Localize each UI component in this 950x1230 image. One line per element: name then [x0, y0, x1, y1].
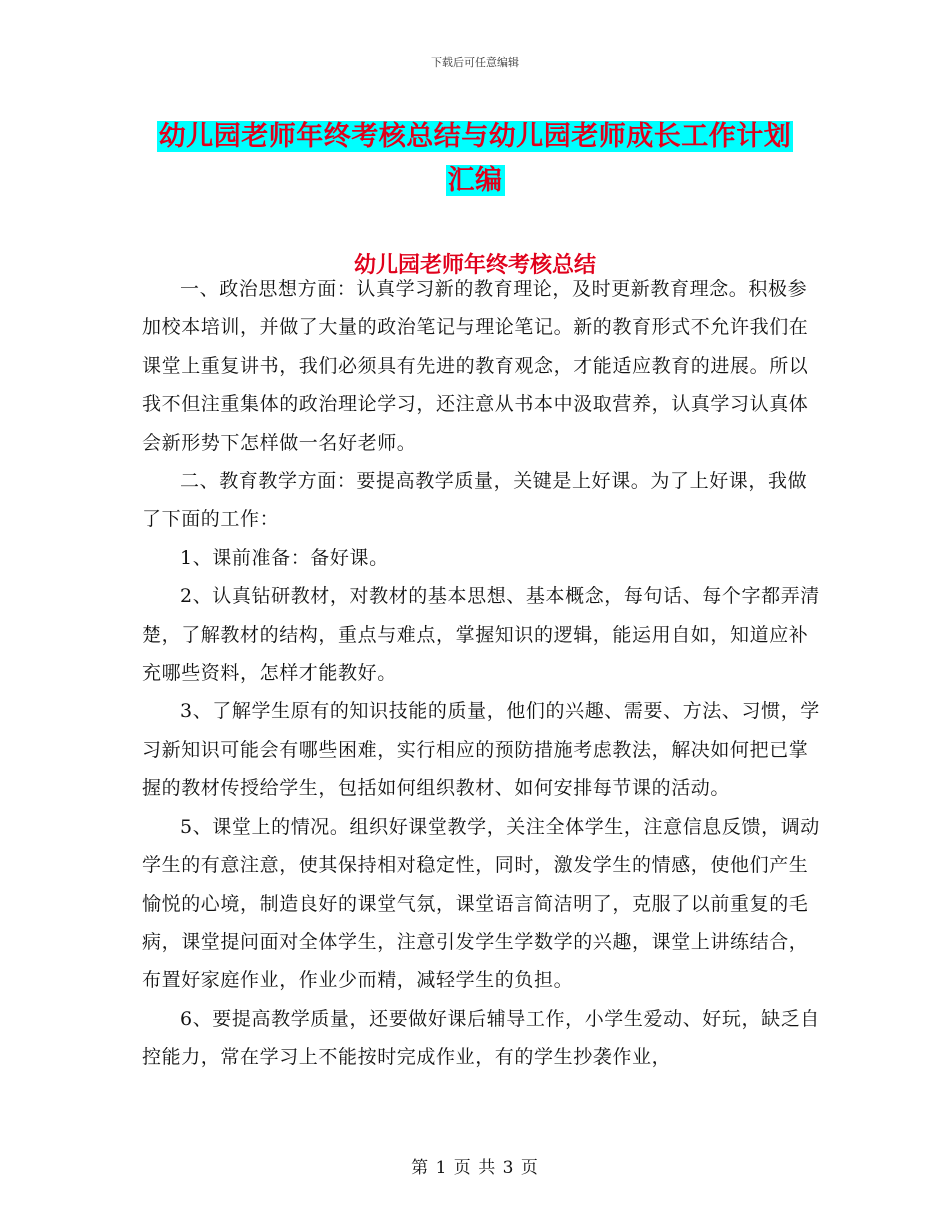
paragraph: 5、课堂上的情况。组织好课堂教学，关注全体学生，注意信息反馈，调动学生的有意注意，使其保持相对稳定性，同时，激发学生的情感，使他们产生愉悦的心境，制造良好的课堂气氛，课堂语言简洁明了，克服了以前重复的毛病，课堂提问面对全体学生，注意引发学生学数学的兴趣，课堂上讲练结合，布置好家庭作业，作业少而精，减轻学生的负担。	[142, 815, 820, 992]
paragraph: 6、要提高教学质量，还要做好课后辅导工作，小学生爱动、好玩，缺乏自控能力，常在学习上不能按时完成作业，有的学生抄袭作业，	[142, 1007, 820, 1069]
document-title-line-2	[0, 158, 950, 197]
paragraph: 3、了解学生原有的知识技能的质量，他们的兴趣、需要、方法、习惯，学习新知识可能会有哪些困难，实行相应的预防措施考虑教法，解决如何把已掌握的教材传授给学生，包括如何组织教材、如何安排每节课的活动。	[142, 700, 820, 800]
document-title-line-1-text: 幼儿园老师年终考核总结与幼儿园老师成长工作计划	[158, 121, 792, 152]
paragraph: 2、认真钻研教材，对教材的基本思想、基本概念，每句话、每个字都弄清楚，了解教材的结构，重点与难点，掌握知识的逻辑，能运用自如，知道应补充哪些资料，怎样才能教好。	[142, 585, 820, 685]
body-text	[142, 270, 822, 1077]
document-title-line-1	[0, 114, 950, 153]
document-title-line-2-text: 汇编	[447, 165, 503, 196]
section-title: 幼儿园老师年终考核总结	[353, 253, 596, 278]
page-header-note: 下载后可任意编辑	[431, 56, 519, 69]
paragraph: 二、教育教学方面：要提高教学质量，关键是上好课。为了上好课，我做了下面的工作：	[142, 470, 808, 531]
paragraph: 一、政治思想方面：认真学习新的教育理论，及时更新教育理念。积极参加校本培训，并做了大量的政治笔记与理论笔记。新的教育形式不允许我们在课堂上重复讲书，我们必须具有先进的教育观念，才能适应教育的进展。所以我不但注重集体的政治理论学习，还注意从书本中汲取营养，认真学习认真体会新形势下怎样做一名好老师。	[142, 278, 809, 454]
page-footer-page-number: 第 1 页 共 3 页	[411, 1158, 539, 1178]
paragraph: 1、课前准备：备好课。	[180, 546, 389, 569]
